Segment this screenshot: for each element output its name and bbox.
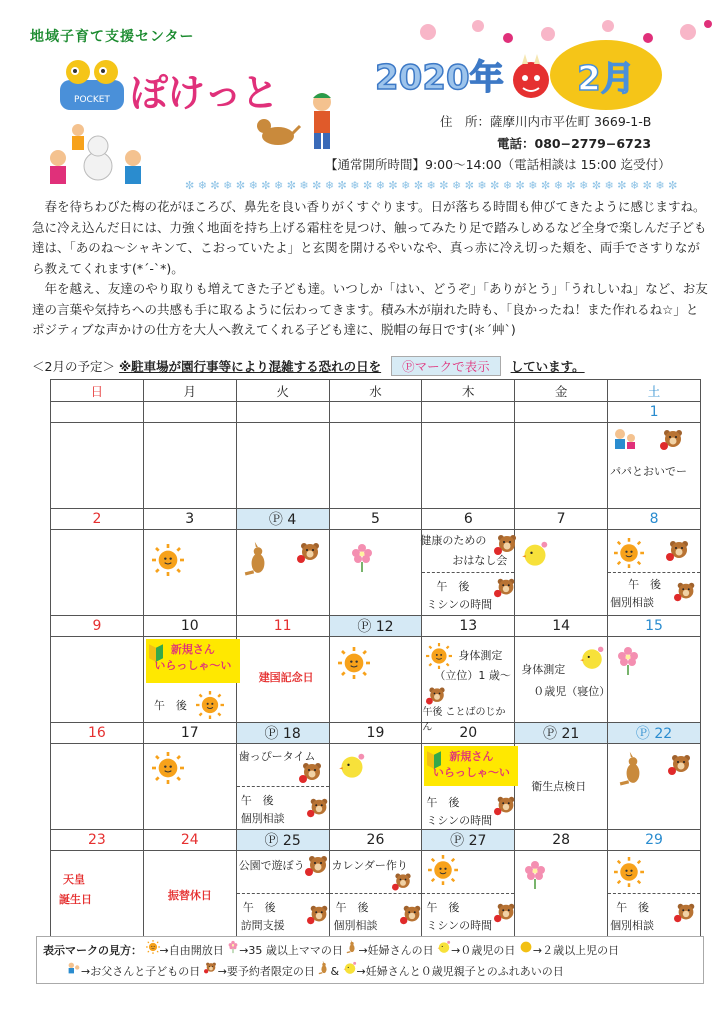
date-9: 9 — [51, 616, 144, 637]
day-cell-27 — [422, 851, 515, 937]
date-29: 29 — [608, 830, 701, 851]
week-2-dates — [51, 509, 701, 530]
day-cell-24 — [143, 851, 236, 937]
event-afternoon: 午 後 — [240, 794, 274, 807]
event-measure-standing: （立位）1 歳～ — [434, 669, 511, 682]
date-5: 5 — [329, 509, 422, 530]
day-cell-5 — [329, 530, 422, 616]
sun-icon — [146, 940, 160, 954]
father-child-icon — [612, 427, 638, 451]
parking-notice-end: しています。 — [510, 359, 585, 374]
sun-icon — [428, 855, 458, 885]
date-26: 26 — [329, 830, 422, 851]
date-cell — [515, 402, 608, 423]
date-3: 3 — [143, 509, 236, 530]
day-cell-3 — [143, 530, 236, 616]
event-foundation-day: 建国記念日 — [258, 671, 314, 684]
chick-icon — [338, 752, 366, 780]
date-7: 7 — [515, 509, 608, 530]
event-words: 午後 ことばのじかん — [422, 707, 506, 733]
event-consultation: 個別相談 — [240, 812, 285, 825]
week-3-dates — [51, 616, 701, 637]
date-4: Ⓟ 4 — [236, 509, 329, 530]
date-cell — [329, 402, 422, 423]
bear-icon — [392, 871, 414, 893]
new-families-1: 新規さん — [170, 643, 215, 656]
event-afternoon: 午 後 — [628, 578, 662, 591]
week-1-events — [51, 423, 701, 509]
kangaroo-icon — [618, 750, 648, 790]
calendar-table — [50, 379, 701, 937]
weekday-fri: 金 — [515, 380, 608, 402]
date-8: 8 — [608, 509, 701, 530]
bear-icon — [204, 961, 218, 975]
svg-text:✼ ❄ ✼ ❄ ✼ ❄ ✼ ❄ ✼ ❄ ✼ ❄ ✼ ❄ ✼: ✼ ❄ ✼ ❄ ✼ ❄ ✼ ❄ ✼ ❄ ✼ ❄ ✼ ❄ ✼ ❄ ✼ ❄ ✼ ❄ ✼ ❄ ✼ ❄ ✼ ❄ ✼ ❄ ✼ ❄ ✼ ❄ ✼ ❄ ✼ ❄ ✼ ❄ ✼ — [185, 179, 678, 192]
date-21: Ⓟ 21 — [515, 723, 608, 744]
flower-icon — [227, 940, 239, 954]
event-afternoon: 午 後 — [426, 796, 460, 809]
date-cell — [51, 402, 144, 423]
month-badge: 2月 — [550, 40, 662, 110]
week-5-events — [51, 851, 701, 937]
chick-icon — [343, 961, 357, 975]
date-12: Ⓟ 12 — [329, 616, 422, 637]
snow-kids-illustration — [38, 118, 150, 186]
date-11: 11 — [236, 616, 329, 637]
date-cell — [236, 402, 329, 423]
new-families-banner — [424, 746, 518, 786]
sun-icon — [152, 752, 184, 784]
legend-father: →お父さんと子どもの日 — [81, 965, 201, 978]
beginner-mark-icon — [427, 750, 441, 770]
day-cell-26 — [329, 851, 422, 937]
date-22: Ⓟ 22 — [608, 723, 701, 744]
day-cell-21 — [515, 744, 608, 830]
week-3-events — [51, 637, 701, 723]
sun-icon — [426, 643, 452, 669]
owl-icon — [519, 940, 533, 954]
chick-icon — [521, 540, 549, 568]
flower-icon — [523, 859, 547, 891]
day-cell-6 — [422, 530, 515, 616]
date-18: Ⓟ 18 — [236, 723, 329, 744]
beginner-mark-icon — [149, 643, 163, 663]
weekday-tue: 火 — [236, 380, 329, 402]
sun-icon — [152, 544, 184, 576]
event-health-talk-1: 健康のための — [420, 534, 487, 547]
legend-row-2 — [43, 961, 697, 982]
date-6: 6 — [422, 509, 515, 530]
flower-icon — [350, 542, 374, 574]
weekday-thu: 木 — [422, 380, 515, 402]
day-cell-8 — [608, 530, 701, 616]
year-heading: 2020年 — [375, 58, 504, 98]
legend-infant: →０歳児の日 — [451, 944, 516, 957]
chick-icon — [437, 940, 451, 954]
legend-age2: →２歳以上児の日 — [532, 944, 620, 957]
new-families-banner — [146, 639, 240, 683]
event-consultation: 個別相談 — [333, 919, 378, 932]
event-afternoon: 午 後 — [242, 901, 276, 914]
red-oni-icon — [508, 52, 554, 102]
event-measure-infant: 身体測定 — [521, 663, 566, 676]
event-health-talk-2: おはなし会 — [452, 554, 508, 567]
logo-text: ぽけっと — [130, 71, 279, 115]
intro-paragraph-2: 年を越え、友達のやり取りも増えてきた子ども達。いつしか「はい、どうぞ」「ありがとう」「うれしいね」など、お友達の言葉や気持ちへの共感も手に取るように伝わってきます。積み木が崩れた時も、「良かったね！また作れるね☆」とポジティブな声かけの仕方を大人へ教えてくれる子ども達に、脱帽の毎日です(＊´艸`) — [32, 281, 708, 337]
day-cell-23 — [51, 851, 144, 937]
bear-icon — [426, 685, 448, 707]
sun-icon — [614, 538, 644, 568]
day-cell-1 — [608, 423, 701, 509]
date-16: 16 — [51, 723, 144, 744]
legend-pregnant-infant: →妊婦さんと０歳児親子とのふれあいの日 — [356, 965, 564, 978]
date-15: 15 — [608, 616, 701, 637]
day-cell — [422, 423, 515, 509]
event-consultation: 個別相談 — [610, 919, 655, 932]
weekday-sat: 土 — [608, 380, 701, 402]
kangaroo-icon — [243, 540, 273, 580]
intro-text — [32, 197, 708, 341]
event-afternoon: 午 後 — [335, 901, 369, 914]
day-cell-9 — [51, 637, 144, 723]
day-cell-20 — [422, 744, 515, 830]
new-families-2: いらっしゃ〜い — [432, 766, 510, 779]
date-24: 24 — [143, 830, 236, 851]
date-20: 20 — [422, 723, 515, 744]
legend-row-1 — [43, 940, 697, 961]
day-cell-17 — [143, 744, 236, 830]
logo-small-text: POCKET — [74, 95, 110, 105]
address: 住 所：薩摩川内市平佐町 3669-1-B — [440, 114, 652, 129]
date-28: 28 — [515, 830, 608, 851]
legend-open-day: →自由開放日 — [159, 944, 224, 957]
sun-icon — [196, 691, 224, 719]
plan-label: ＜2月の予定＞ — [32, 359, 115, 374]
day-cell-10 — [143, 637, 236, 723]
flower-icon — [616, 645, 640, 677]
date-cell — [143, 402, 236, 423]
date-25: Ⓟ 25 — [236, 830, 329, 851]
day-cell — [515, 423, 608, 509]
day-cell-12 — [329, 637, 422, 723]
day-cell-28 — [515, 851, 608, 937]
event-afternoon: 午 後 — [426, 901, 460, 914]
phone-number: 電話：080−2779−6723 — [497, 136, 652, 151]
event-sewing: ミシンの時間 — [426, 598, 493, 611]
legend-label: 表示マークの見方： — [43, 944, 142, 957]
event-park: 公園で遊ぼう — [238, 859, 305, 872]
day-cell-22 — [608, 744, 701, 830]
date-1: 1 — [608, 402, 701, 423]
schedule-notice — [32, 356, 585, 376]
event-hygiene: 衛生点検日 — [531, 780, 587, 793]
event-calendar-making: カレンダー作り — [331, 859, 408, 872]
date-23: 23 — [51, 830, 144, 851]
event-papa: パパとおいでー — [610, 465, 688, 478]
event-emperor-2: 誕生日 — [59, 893, 92, 906]
weekday-sun: 日 — [51, 380, 144, 402]
date-13: 13 — [422, 616, 515, 637]
event-afternoon: 午 後 — [616, 901, 650, 914]
day-cell-7 — [515, 530, 608, 616]
pmark-legend: Ⓟマークで表示 — [391, 356, 501, 376]
bear-icon — [674, 580, 698, 604]
bear-icon — [297, 540, 323, 566]
day-cell-4 — [236, 530, 329, 616]
day-cell — [236, 423, 329, 509]
week-4-events — [51, 744, 701, 830]
sun-icon — [614, 857, 644, 887]
day-cell-2 — [51, 530, 144, 616]
event-measure-lying: ０歳児（寝位） — [533, 685, 611, 698]
bear-icon — [400, 903, 424, 927]
bear-icon — [668, 752, 694, 778]
weekday-wed: 水 — [329, 380, 422, 402]
day-cell — [143, 423, 236, 509]
event-home-visit: 訪問支援 — [240, 919, 285, 932]
bear-icon — [307, 796, 331, 820]
week-4-dates — [51, 723, 701, 744]
date-19: 19 — [329, 723, 422, 744]
weekday-mon: 月 — [143, 380, 236, 402]
bear-icon — [299, 760, 325, 786]
date-14: 14 — [515, 616, 608, 637]
event-afternoon: 午 後 — [436, 580, 470, 593]
bear-icon — [660, 427, 686, 453]
day-cell-19 — [329, 744, 422, 830]
bear-icon — [666, 538, 692, 564]
day-cell — [329, 423, 422, 509]
kangaroo-icon — [346, 940, 358, 954]
kangaroo-icon — [318, 961, 330, 975]
owl-logo-icon — [58, 58, 126, 112]
day-cell-15 — [608, 637, 701, 723]
chick-icon — [579, 645, 605, 671]
day-cell-25 — [236, 851, 329, 937]
date-cell — [422, 402, 515, 423]
bear-icon — [674, 901, 698, 925]
day-cell-29 — [608, 851, 701, 937]
new-families-2: いらっしゃ〜い — [154, 659, 232, 672]
bear-icon — [307, 903, 331, 927]
sun-icon — [338, 647, 370, 679]
new-families-1: 新規さん — [449, 750, 494, 763]
legend-pregnant: →妊婦さんの日 — [358, 944, 434, 957]
date-27: Ⓟ 27 — [422, 830, 515, 851]
icon-legend — [36, 936, 704, 984]
bear-icon — [305, 853, 331, 879]
event-sewing: ミシンの時間 — [426, 814, 493, 827]
father-child-icon — [67, 961, 81, 975]
intro-paragraph-1: 春を待ちわびた梅の花がほころび、鼻先を良い香りがくすぐります。日が落ちる時間も伸びてきたように感じますね。急に冷え込んだ日には、力強く地面を持ち上げる霜柱を見つけ、触ってみたり足で踏みしめるなど全身で楽しんだ子ども達は、「あのね～シャキンて、こおっていたよ」と玄関を開けるやいなや、真っ赤に冷え切った頬を、両手でさすりながら教えてくれます(*´-`*)。 — [32, 199, 707, 276]
event-measure: 身体測定 — [458, 649, 503, 662]
date-2: 2 — [51, 509, 144, 530]
weekday-header-row — [51, 380, 701, 402]
snowflake-divider — [185, 177, 695, 193]
week-1-dates — [51, 402, 701, 423]
event-sewing: ミシンの時間 — [426, 919, 493, 932]
boy-and-dog-illustration — [250, 88, 350, 162]
day-cell-18 — [236, 744, 329, 830]
event-afternoon: 午 後 — [153, 699, 187, 712]
legend-and: & — [330, 965, 340, 978]
legend-mama35: →35 歳以上ママの日 — [239, 944, 343, 957]
date-17: 17 — [143, 723, 236, 744]
organization-name: 地域子育て支援センター — [30, 29, 195, 45]
event-emperor-1: 天皇 — [63, 873, 85, 886]
day-cell-11 — [236, 637, 329, 723]
week-2-events — [51, 530, 701, 616]
plum-blossom-decoration — [398, 14, 723, 50]
parking-notice: ※駐車場が園行事等により混雑する恐れの日を — [118, 359, 382, 374]
event-teeth: 歯っぴータイム — [238, 750, 316, 763]
date-10: 10 — [143, 616, 236, 637]
legend-reservation: →要予約者限定の日 — [217, 965, 315, 978]
opening-hours: 【通常開所時間】9:00〜14:00（電話相談は 15:00 迄受付） — [325, 157, 671, 172]
day-cell-14 — [515, 637, 611, 723]
event-substitute-holiday: 振替休日 — [167, 889, 212, 902]
week-5-dates — [51, 830, 701, 851]
day-cell — [51, 423, 144, 509]
day-cell-16 — [51, 744, 144, 830]
event-consultation: 個別相談 — [610, 596, 655, 609]
